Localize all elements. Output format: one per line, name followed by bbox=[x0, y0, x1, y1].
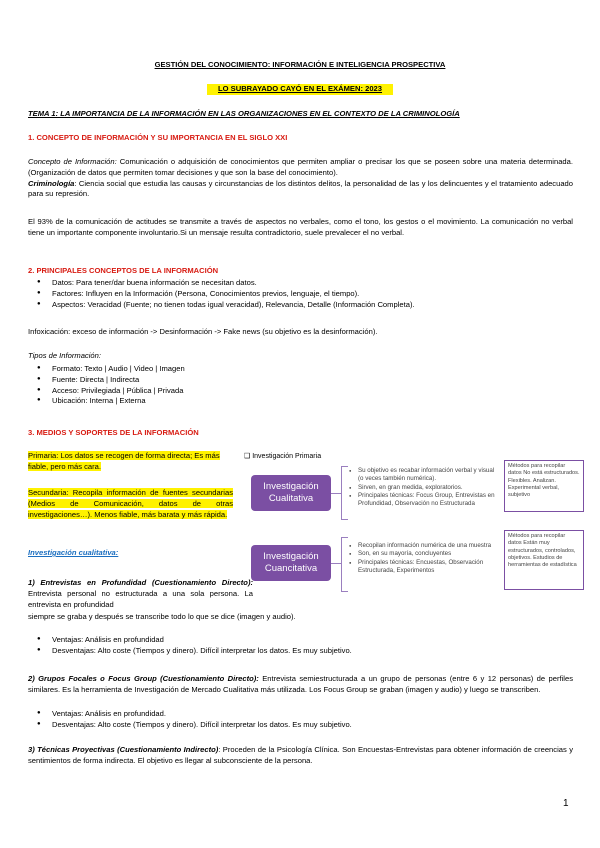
concepto-text: Comunicación o adquisición de conocimientos que permiten ampliar o precisar los que se poseen sobre una materia determinada. (Organización de datos que permiten tomar decisiones y que son la base del conocimiento). bbox=[28, 157, 573, 177]
list-item: ● Fuente: Directa | Indirecta bbox=[28, 375, 328, 386]
primaria-text bbox=[28, 451, 233, 473]
item1-paragraph bbox=[28, 578, 253, 610]
list-item: ● Desventajas: Alto coste (Tiempos y dinero). Difícil interpretar los datos. Es muy subjetivo. bbox=[28, 646, 573, 657]
list-item: ● Desventajas: Alto coste (Tiempos y dinero). Difícil interpretar los datos. Es muy subjetivo. bbox=[28, 720, 573, 731]
concepto-label: Concepto de Información: bbox=[28, 157, 117, 166]
diagram-header: ❑ Investigación Primaria bbox=[244, 453, 322, 460]
list-item: ● Principales técnicas: Encuestas, Observación Estructurada, Experimentos bbox=[348, 559, 496, 576]
item1-text-continued: siempre se graba y después se transcribe todo lo que se dice (imagen y audio). bbox=[28, 612, 296, 621]
list-item: ● Ventajas: Análisis en profundidad bbox=[28, 635, 573, 646]
section2-heading: 2. PRINCIPALES CONCEPTOS DE LA INFORMACIÓN bbox=[28, 266, 219, 275]
list-item: ● Sirven, en gran medida, exploratorios. bbox=[348, 484, 496, 492]
list-item: ● Ventajas: Análisis en profundidad. bbox=[28, 709, 573, 720]
cualitativa-list bbox=[348, 467, 496, 509]
item2-bullets bbox=[28, 709, 573, 731]
cuantitativa-side-note: Métodos para recopilar datos Están muy estructurados, controlados, objetivos. Estudios de herramientas de estadística bbox=[504, 530, 584, 590]
secundaria-highlight: Secundaria: Recopila información de fuentes secundarias (Medios de Comunicación, datos de otras investigaciones…). Menos fiable, más barata y más rápida. bbox=[28, 488, 233, 519]
bracket bbox=[341, 537, 348, 592]
list-item: ● Son, en su mayoría, concluyentes bbox=[348, 550, 496, 558]
item1-text: Entrevista personal no estructurada a una sola persona. La entrevista en profundidad bbox=[28, 588, 253, 609]
document-title: GESTIÓN DEL CONOCIMIENTO: INFORMACIÓN E INTELIGENCIA PROSPECTIVA bbox=[154, 60, 446, 69]
list-item: ● Su objetivo es recabar información verbal y visual (o veces también numérica). bbox=[348, 467, 496, 484]
item2-title: 2) Grupos Focales o Focus Group (Cuestionamiento Directo): bbox=[28, 674, 259, 683]
exam-note: LO SUBRAYADO CAYÓ EN EL EXÁMEN: 2023 bbox=[207, 84, 393, 95]
item2-text: Entrevista semiestructurada a un grupo de personas (entre 6 y 12 personas) de perfiles similares. Es la herramienta de Investigación de Mercado Cualitativa más utilizada. Los Focus Group se graban (imagen y audio) y luego se transcriben. bbox=[28, 674, 573, 694]
tipos-label: Tipos de Información: bbox=[28, 351, 101, 360]
box-investigacion-cualitativa: Investigación Cualitativa bbox=[251, 475, 331, 511]
criminologia-label: Criminología bbox=[28, 178, 75, 188]
connector-line bbox=[331, 493, 341, 494]
item1-bullets bbox=[28, 635, 573, 657]
item1-title: 1) Entrevistas en Profundidad (Cuestionamiento Directo): bbox=[28, 578, 253, 587]
tema-heading: TEMA 1: LA IMPORTANCIA DE LA INFORMACIÓN EN LAS ORGANIZACIONES EN EL CONTEXTO DE LA CRIMINOLOGÍA bbox=[28, 109, 460, 118]
item3-paragraph bbox=[28, 745, 573, 767]
cualitativa-side-note: Métodos para recopilar datos No está estructurados. Flexibles. Analizan. Experimental verbal, subjetivo bbox=[504, 460, 584, 512]
primaria-highlight: Primaria: Los datos se recogen de forma directa; Es más fiable, pero más cara. bbox=[28, 451, 220, 471]
list-item: ● Factores: Influyen en la Información (Persona, Conocimientos previos, lenguaje, el tiempo). bbox=[28, 289, 573, 300]
bracket bbox=[341, 466, 348, 520]
connector-line bbox=[331, 563, 341, 564]
list-item: ● Acceso: Privilegiada | Pública | Privada bbox=[28, 386, 328, 397]
list-item: ● Aspectos: Veracidad (Fuente; no tienen todas igual veracidad), Relevancia, Detalle (Información Completa). bbox=[28, 300, 573, 311]
item3-title: 3) Técnicas Proyectivas (Cuestionamiento Indirecto) bbox=[28, 745, 219, 754]
section3-heading: 3. MEDIOS Y SOPORTES DE LA INFORMACIÓN bbox=[28, 428, 199, 437]
list-item: ● Formato: Texto | Audio | Video | Imagen bbox=[28, 364, 328, 375]
infoxicacion-line: Infoxicación: exceso de información -> Desinformación -> Fake news (su objetivo es la desinformación). bbox=[28, 327, 378, 336]
item3-text: : Proceden de la Psicología Clínica. Son Encuestas-Entrevistas para obtener información de creencias y sentimientos de forma indirecta. El objetivo es llegar al subconsciente de la persona. bbox=[28, 745, 573, 765]
nonverbal-paragraph: El 93% de la comunicación de actitudes se transmite a través de aspectos no verbales, como el tono, los gestos o el movimiento. La comunicación no verbal tiene un importante componente involuntario.Si un mensaje resulta contradictorio, suele prevalecer el no verbal. bbox=[28, 217, 573, 237]
box-investigacion-cuantitativa: Investigación Cuancitativa bbox=[251, 545, 331, 581]
secundaria-text bbox=[28, 488, 233, 520]
section1-heading: 1. CONCEPTO DE INFORMACIÓN Y SU IMPORTANCIA EN EL SIGLO XXI bbox=[28, 133, 288, 142]
item2-paragraph bbox=[28, 674, 573, 696]
list-item: ● Datos: Para tener/dar buena información se necesitan datos. bbox=[28, 278, 573, 289]
tipos-list bbox=[28, 364, 328, 407]
cuantitativa-list bbox=[348, 542, 496, 575]
inv-cualitativa-heading: Investigación cualitativa: bbox=[28, 548, 119, 557]
concepts-list bbox=[28, 278, 573, 310]
list-item: ● Principales técnicas: Focus Group, Entrevistas en Profundidad, Observación no Estructurada bbox=[348, 492, 496, 509]
list-item: ● Recopilan información numérica de una muestra bbox=[348, 542, 496, 550]
page-number: 1 bbox=[563, 798, 569, 809]
concepto-paragraph bbox=[28, 157, 573, 200]
list-item: ● Ubicación: Interna | Externa bbox=[28, 396, 328, 407]
criminologia-text: : Ciencia social que estudia las causas y circunstancias de los distintos delitos, la personalidad de las y los delincuentes y el tratamiento adecuado para su represión. bbox=[28, 178, 573, 199]
